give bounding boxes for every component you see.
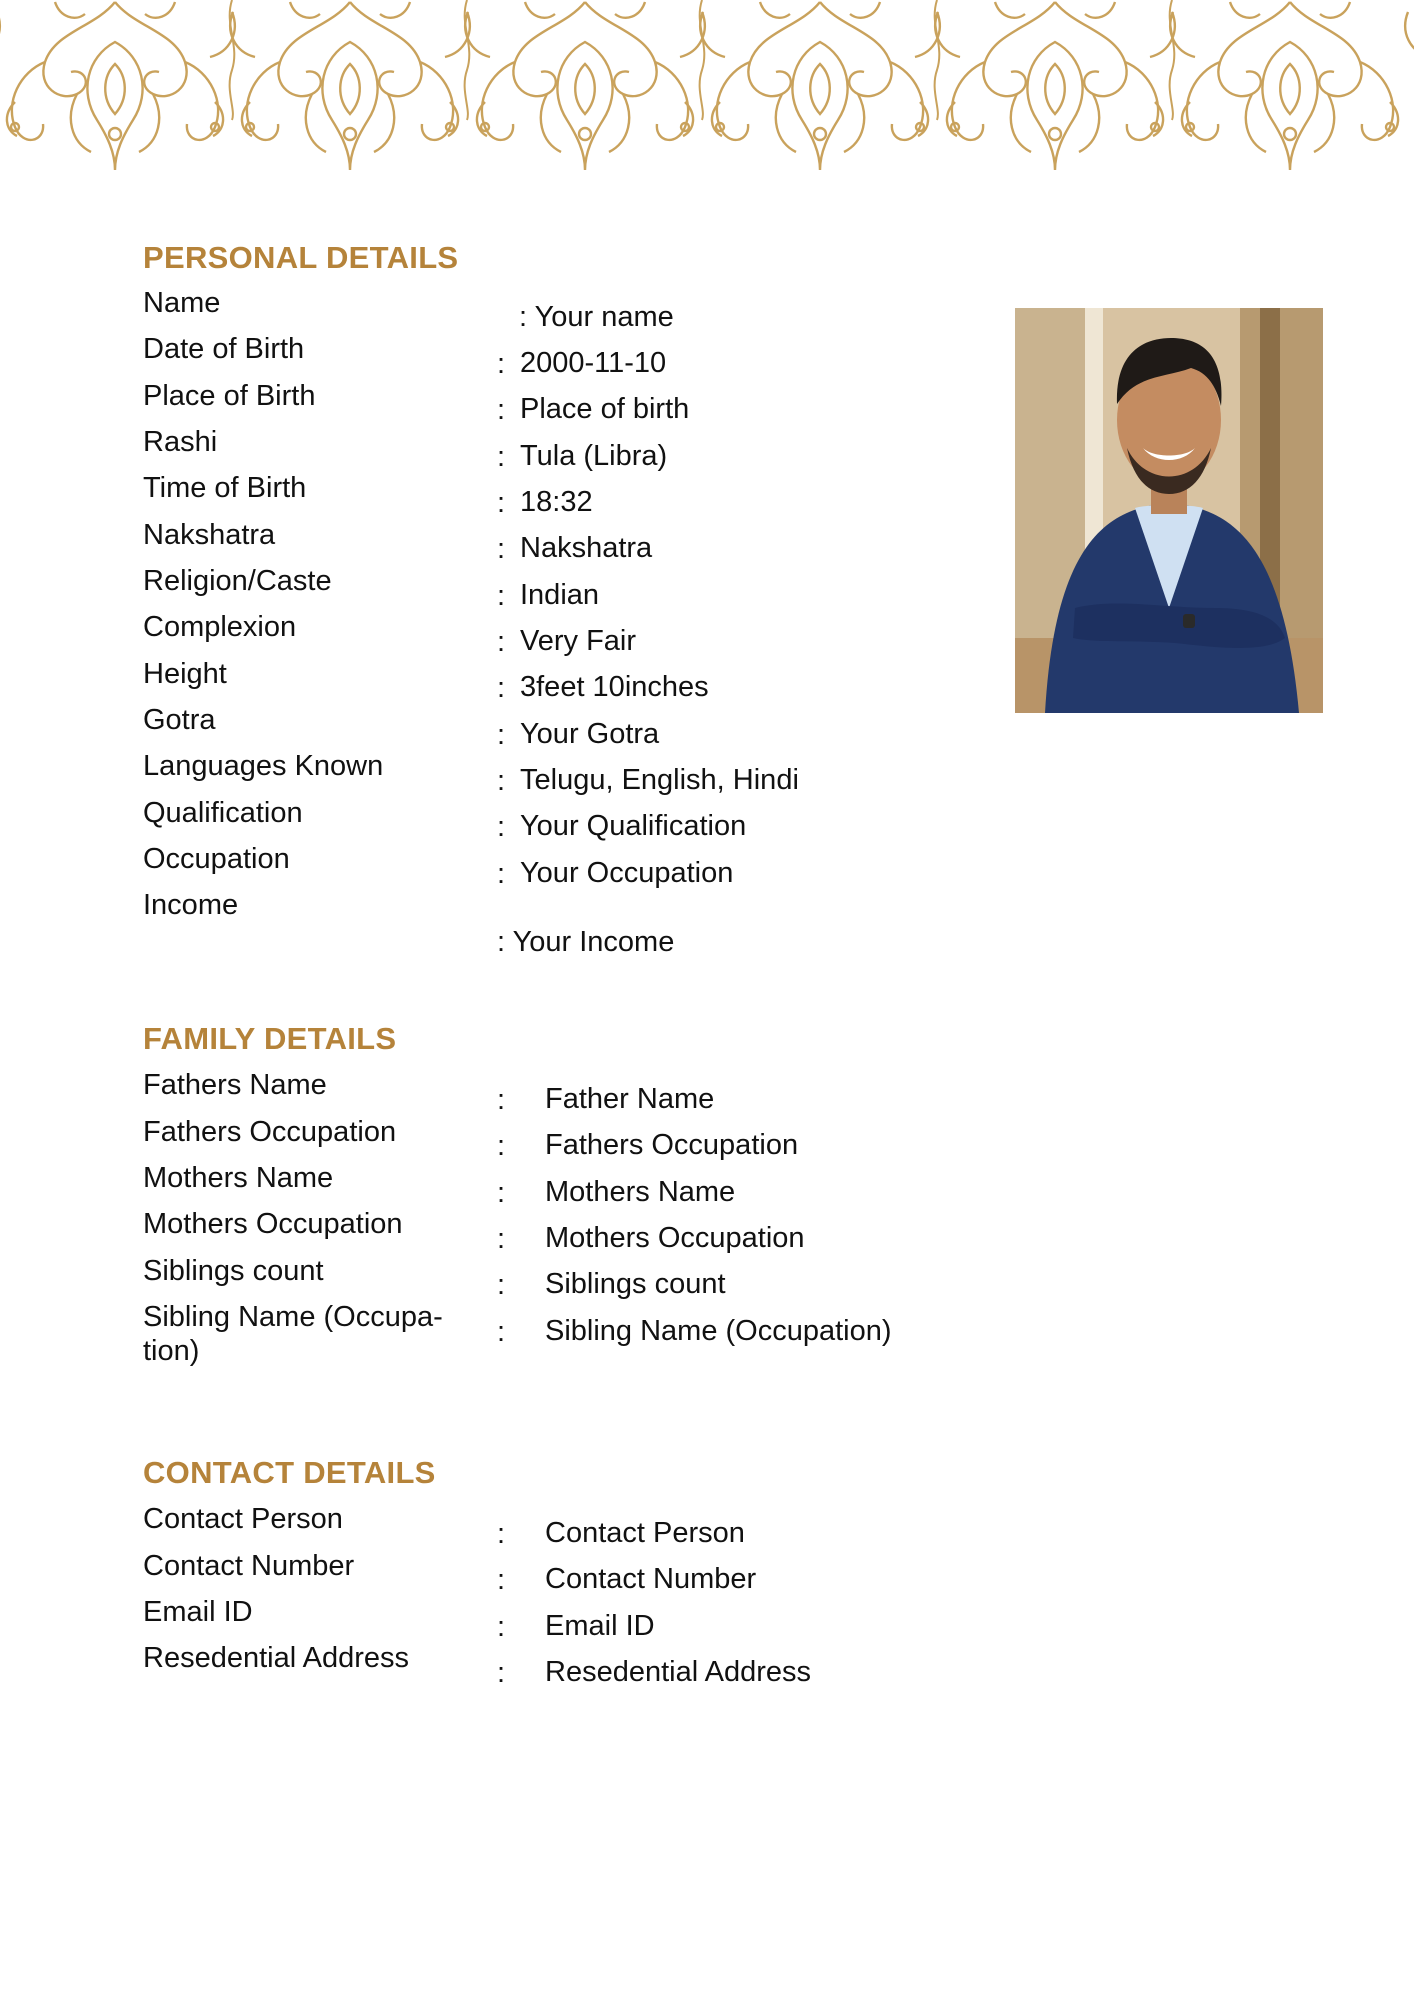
colon: : (497, 626, 506, 658)
label-residential-address: Resedential Address (143, 1642, 409, 1674)
label-time-of-birth: Time of Birth (143, 472, 307, 504)
label-email-id: Email ID (143, 1596, 253, 1628)
label-gotra: Gotra (143, 704, 216, 736)
value-contact-number: Contact Number (545, 1563, 757, 1595)
profile-photo (1015, 308, 1323, 713)
value-nakshatra: Nakshatra (520, 532, 653, 564)
label-mothers-name: Mothers Name (143, 1162, 334, 1194)
colon: : (497, 533, 506, 565)
label-occupation: Occupation (143, 843, 290, 875)
label-sibling-name: Sibling Name (Occupa-tion) (143, 1301, 443, 1367)
colon: : (497, 672, 506, 704)
value-date-of-birth: 2000-11-10 (520, 347, 667, 379)
family-details-title: FAMILY DETAILS (143, 1021, 397, 1056)
value-occupation: Your Occupation (520, 857, 734, 889)
value-gotra: Your Gotra (520, 718, 660, 750)
ornamental-border (0, 0, 1414, 175)
value-residential-address: Resedential Address (545, 1656, 811, 1688)
label-date-of-birth: Date of Birth (143, 333, 305, 365)
label-religion-caste: Religion/Caste (143, 565, 332, 597)
value-sibling-name: Sibling Name (Occupation) (545, 1315, 892, 1347)
value-rashi: Tula (Libra) (520, 440, 668, 472)
colon: : (497, 487, 506, 519)
value-siblings-count: Siblings count (545, 1268, 726, 1300)
value-height: 3feet 10inches (520, 671, 709, 703)
label-fathers-occupation: Fathers Occupation (143, 1116, 397, 1148)
colon: : (497, 1177, 506, 1209)
value-mothers-name: Mothers Name (545, 1176, 736, 1208)
value-contact-person: Contact Person (545, 1517, 745, 1549)
colon: : (497, 348, 506, 380)
label-income: Income (143, 889, 239, 921)
colon: : (497, 719, 506, 751)
label-qualification: Qualification (143, 797, 303, 829)
colon: : (497, 1223, 506, 1255)
value-fathers-occupation: Fathers Occupation (545, 1129, 799, 1161)
label-complexion: Complexion (143, 611, 297, 643)
value-qualification: Your Qualification (520, 810, 747, 842)
label-nakshatra: Nakshatra (143, 519, 276, 551)
value-religion-caste: Indian (520, 579, 600, 611)
label-contact-number: Contact Number (143, 1550, 355, 1582)
colon: : (497, 1130, 506, 1162)
label-siblings-count: Siblings count (143, 1255, 324, 1287)
colon: : (497, 858, 506, 890)
colon: : (497, 1564, 506, 1596)
label-rashi: Rashi (143, 426, 218, 458)
label-place-of-birth: Place of Birth (143, 380, 316, 412)
colon: : (497, 1084, 506, 1116)
colon: : (497, 765, 506, 797)
label-fathers-name: Fathers Name (143, 1069, 327, 1101)
colon: : (497, 1518, 506, 1550)
colon: : (497, 1611, 506, 1643)
value-income: : Your Income (497, 926, 675, 958)
colon: : (497, 1316, 506, 1348)
contact-details-title: CONTACT DETAILS (143, 1455, 436, 1490)
value-time-of-birth: 18:32 (520, 486, 593, 518)
value-name: : Your name (519, 301, 674, 333)
value-languages-known: Telugu, English, Hindi (520, 764, 799, 796)
colon: : (497, 394, 506, 426)
personal-details-title: PERSONAL DETAILS (143, 240, 459, 275)
value-mothers-occupation: Mothers Occupation (545, 1222, 805, 1254)
colon: : (497, 1657, 506, 1689)
label-name: Name (143, 287, 221, 319)
value-email-id: Email ID (545, 1610, 655, 1642)
colon: : (497, 441, 506, 473)
colon: : (497, 811, 506, 843)
label-contact-person: Contact Person (143, 1503, 343, 1535)
value-place-of-birth: Place of birth (520, 393, 690, 425)
label-languages-known: Languages Known (143, 750, 384, 782)
value-complexion: Very Fair (520, 625, 637, 657)
label-height: Height (143, 658, 227, 690)
label-mothers-occupation: Mothers Occupation (143, 1208, 403, 1240)
value-fathers-name: Father Name (545, 1083, 715, 1115)
colon: : (497, 1269, 506, 1301)
colon: : (497, 580, 506, 612)
